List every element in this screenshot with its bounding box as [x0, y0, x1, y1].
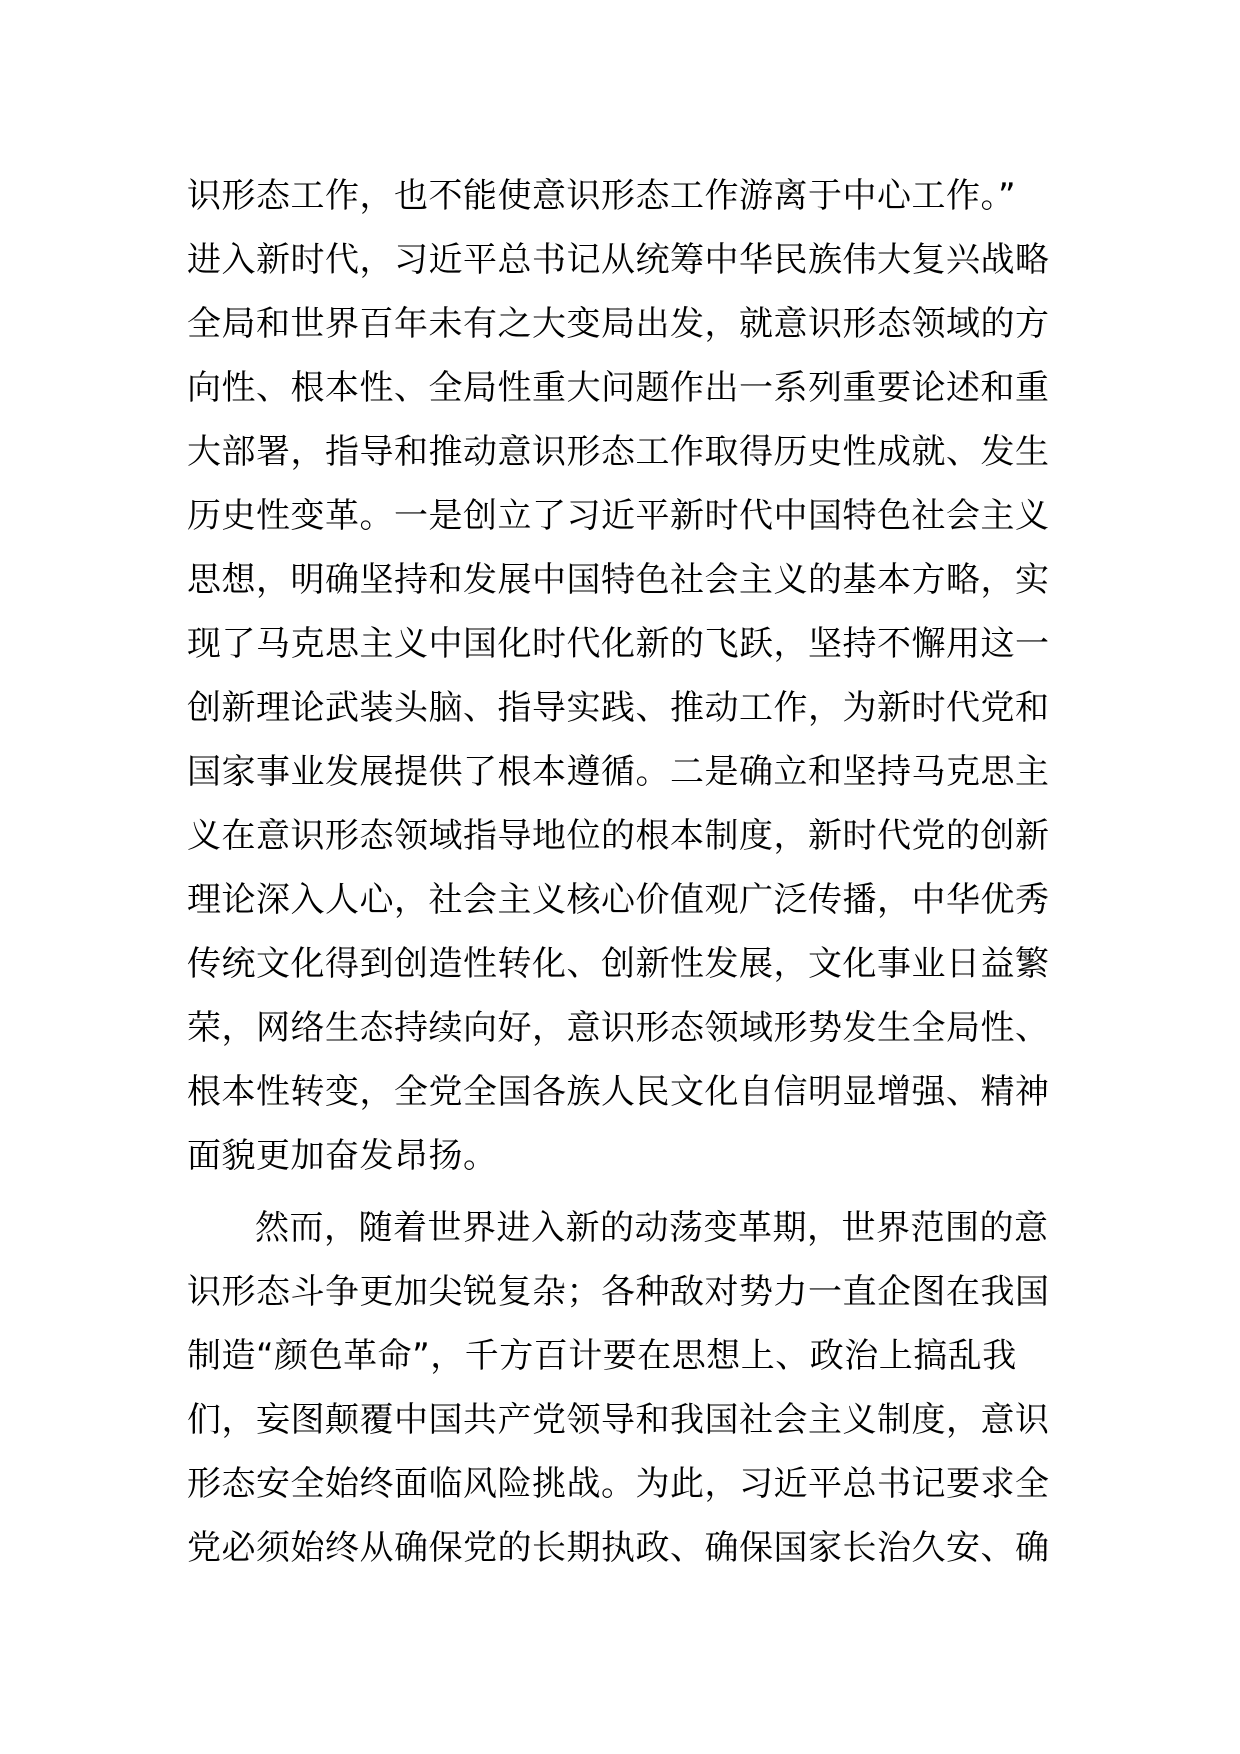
text-line: 荣，网络生态持续向好，意识形态领域形势发生全局性、 [187, 1008, 1050, 1048]
text-line: 历史性变革。一是创立了习近平新时代中国特色社会主义 [187, 496, 1050, 536]
text-line: 进入新时代，习近平总书记从统筹中华民族伟大复兴战略 [187, 240, 1050, 280]
text-line: 理论深入人心，社会主义核心价值观广泛传播，中华优秀 [187, 880, 1050, 920]
paragraph-2 [187, 1196, 1067, 1580]
text-line: 形态安全始终面临风险挑战。为此，习近平总书记要求全 [187, 1464, 1050, 1504]
text-line: 面貌更加奋发昂扬。 [187, 1136, 498, 1176]
text-line: 然而，随着世界进入新的动荡变革期，世界范围的意 [255, 1208, 1049, 1248]
text-line: 义在意识形态领域指导地位的根本制度，新时代党的创新 [187, 816, 1050, 856]
text-line: 向性、根本性、全局性重大问题作出一系列重要论述和重 [187, 368, 1050, 408]
text-line: 现了马克思主义中国化时代化新的飞跃，坚持不懈用这一 [187, 624, 1050, 664]
text-line: 传统文化得到创造性转化、创新性发展，文化事业日益繁 [187, 944, 1050, 984]
text-line: 全局和世界百年未有之大变局出发，就意识形态领域的方 [187, 304, 1050, 344]
text-line: 制造“颜色革命”，千方百计要在思想上、政治上搞乱我 [187, 1336, 1017, 1376]
text-line: 国家事业发展提供了根本遵循。二是确立和坚持马克思主 [187, 752, 1050, 792]
text-line: 大部署，指导和推动意识形态工作取得历史性成就、发生 [187, 432, 1050, 472]
text-line: 识形态斗争更加尖锐复杂；各种敌对势力一直企图在我国 [187, 1272, 1050, 1312]
paragraph-1 [187, 164, 1067, 1188]
text-line: 创新理论武装头脑、指导实践、推动工作，为新时代党和 [187, 688, 1050, 728]
paragraph-spacer [187, 1188, 1067, 1196]
text-line: 根本性转变，全党全国各族人民文化自信明显增强、精神 [187, 1072, 1050, 1112]
body-text [187, 164, 1067, 1580]
text-line: 党必须始终从确保党的长期执政、确保国家长治久安、确 [187, 1528, 1050, 1568]
text-line: 识形态工作，也不能使意识形态工作游离于中心工作。” [187, 176, 1017, 216]
text-line: 们，妄图颠覆中国共产党领导和我国社会主义制度，意识 [187, 1400, 1050, 1440]
text-line: 思想，明确坚持和发展中国特色社会主义的基本方略，实 [187, 560, 1050, 600]
